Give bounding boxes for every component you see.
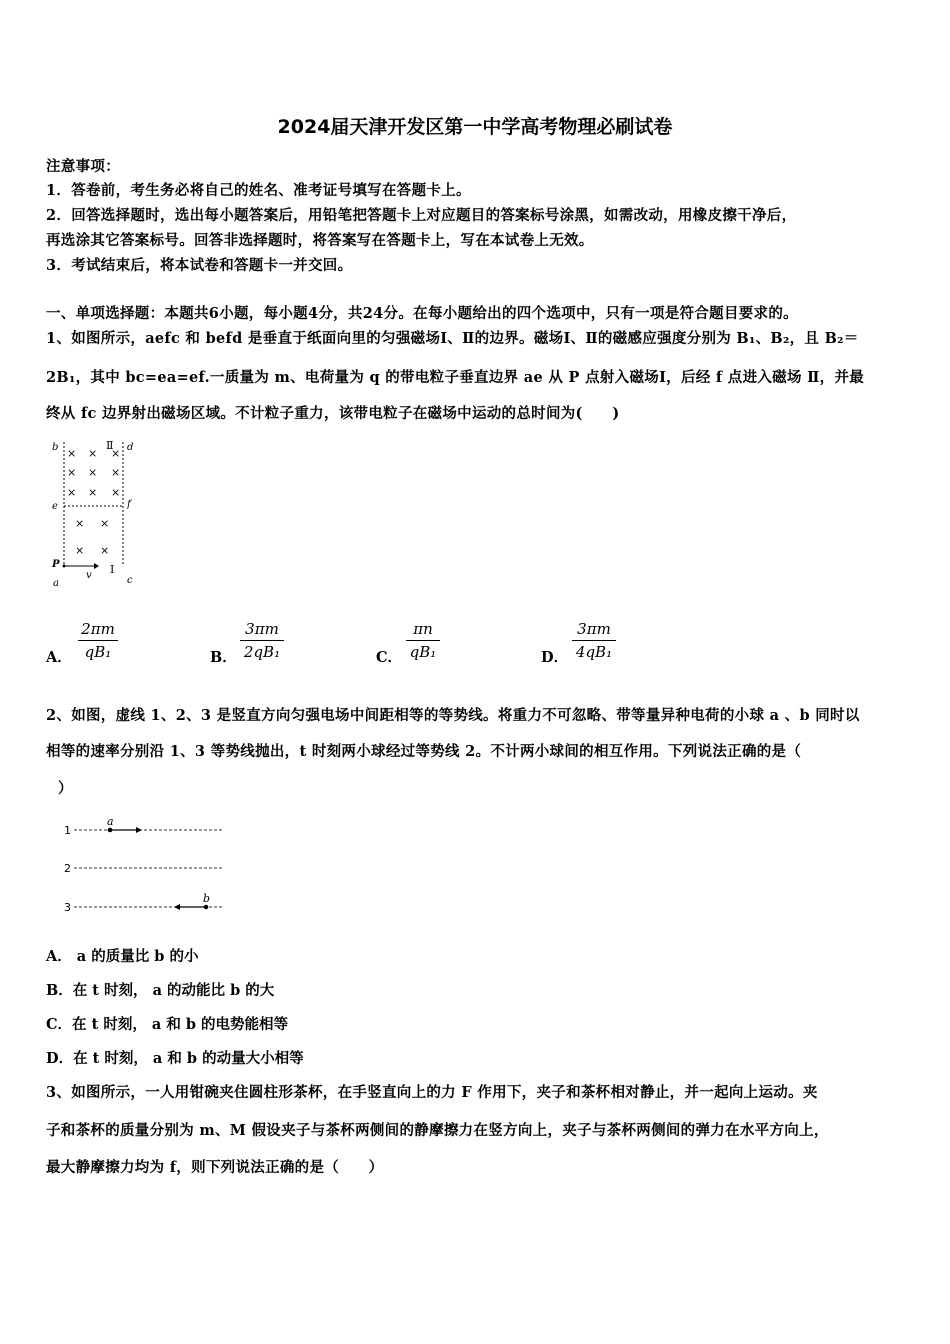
line-label-1: 1 (64, 824, 71, 837)
q2-option-b[interactable]: B．在 t 时刻， a 的动能比 b 的大 (46, 982, 275, 999)
fraction-numerator: πn (406, 620, 440, 641)
line-label-3: 3 (64, 901, 71, 914)
label-region-I: Ⅰ (110, 563, 115, 576)
q3-text-line3: 最大静摩擦力均为 f，则下列说法正确的是（ ） (46, 1159, 384, 1176)
notes-heading: 注意事项： (46, 158, 120, 175)
q1-text-line3: 终从 fc 边界射出磁场区域。不计粒子重力，该带电粒子在磁场中运动的总时间为( ) (46, 405, 620, 422)
note-item-2b: 再选涂其它答案标号。回答非选择题时，将答案写在答题卡上，写在本试卷上无效。 (46, 232, 594, 249)
ball-a-arrowhead (136, 827, 142, 833)
fraction-denominator: 2qB₁ (243, 643, 281, 661)
q1-text-line1: 1、如图所示，aefc 和 befd 是垂直于纸面向里的匀强磁场Ⅰ、Ⅱ的边界。磁场Ⅰ、Ⅱ的磁感应强度分别为 B₁、B₂，且 B₂＝ (46, 330, 859, 347)
label-region-II: Ⅱ (106, 439, 114, 452)
q1-option-a-fraction[interactable] (78, 620, 118, 661)
cross-mark: × (67, 447, 77, 460)
label-f: f (127, 499, 131, 510)
q2-equipotential-figure (56, 815, 231, 920)
velocity-arrowhead (94, 563, 99, 569)
label-e: e (52, 501, 58, 512)
label-d: d (127, 442, 134, 453)
fraction-numerator: 2πm (78, 620, 118, 641)
cross-mark: × (75, 517, 85, 530)
q1-option-a-letter[interactable]: A． (46, 649, 72, 666)
q1-option-d-fraction[interactable] (572, 620, 616, 661)
label-P: P (52, 559, 60, 570)
q1-option-c-fraction[interactable] (406, 620, 440, 661)
note-item-1: 1．答卷前，考生务必将自己的姓名、准考证号填写在答题卡上。 (46, 182, 471, 199)
cross-mark: × (67, 486, 77, 499)
fraction-numerator: 3πm (240, 620, 284, 641)
note-item-2a: 2．回答选择题时，选出每小题答案后，用铅笔把答题卡上对应题目的答案标号涂黑，如需改动，用橡皮擦干净后， (46, 207, 797, 224)
q2-text-line3: ） (58, 780, 73, 797)
fraction-denominator: qB₁ (84, 643, 112, 661)
fraction-numerator: 3πm (572, 620, 616, 641)
label-a: a (53, 578, 59, 589)
q1-option-b-fraction[interactable] (240, 620, 284, 661)
label-v: v (86, 570, 92, 581)
cross-mark: × (88, 447, 98, 460)
q1-option-b-letter[interactable]: B． (210, 649, 237, 666)
line-label-2: 2 (64, 862, 71, 875)
note-item-3: 3．考试结束后，将本试卷和答题卡一并交回。 (46, 257, 353, 274)
label-c: c (127, 575, 133, 586)
cross-mark: × (75, 544, 85, 557)
q3-text-line2: 子和茶杯的质量分别为 m、M 假设夹子与茶杯两侧间的静摩擦力在竖方向上，夹子与茶杯两侧间的弹力在水平方向上， (46, 1122, 829, 1139)
q1-option-d-letter[interactable]: D． (541, 649, 569, 666)
fraction-denominator: 4qB₁ (575, 643, 613, 661)
q2-text-line1: 2、如图，虚线 1、2、3 是竖直方向匀强电场中间距相等的等势线。将重力不可忽略、带等量异种电荷的小球 a 、b 同时以 (46, 707, 860, 724)
label-b: b (52, 442, 59, 453)
ball-b-arrowhead (174, 904, 180, 910)
label-b: b (203, 892, 211, 905)
q3-text-line1: 3、如图所示，一人用钳碗夹住圆柱形茶杯，在手竖直向上的力 F 作用下，夹子和茶杯相对静止，并一起向上运动。夹 (46, 1084, 818, 1101)
section-heading: 一、单项选择题：本题共6小题，每小题4分，共24分。在每小题给出的四个选项中，只有一项是符合题目要求的。 (46, 305, 798, 322)
q1-magnetic-field-figure (46, 436, 156, 592)
cross-mark: × (88, 486, 98, 499)
q2-option-a[interactable]: A． a 的质量比 b 的小 (46, 948, 199, 965)
label-a: a (107, 815, 114, 828)
q1-option-c-letter[interactable]: C． (376, 649, 403, 666)
cross-mark: × (100, 517, 110, 530)
cross-mark: × (111, 447, 121, 460)
page-title: 2024届天津开发区第一中学高考物理必刷试卷 (277, 116, 673, 138)
q2-option-c[interactable]: C．在 t 时刻， a 和 b 的电势能相等 (46, 1016, 289, 1033)
q2-text-line2: 相等的速率分别沿 1、3 等势线抛出，t 时刻两小球经过等势线 2。不计两小球间的相互作用。下列说法正确的是（ (46, 743, 802, 760)
cross-mark: × (88, 466, 98, 479)
cross-mark: × (111, 486, 121, 499)
q2-option-d[interactable]: D．在 t 时刻， a 和 b 的动量大小相等 (46, 1050, 304, 1067)
field-crosses (67, 447, 120, 557)
cross-mark: × (67, 466, 77, 479)
cross-mark: × (111, 466, 121, 479)
cross-mark: × (100, 544, 110, 557)
fraction-denominator: qB₁ (409, 643, 437, 661)
q1-text-line2: 2B₁，其中 bc=ea=ef.一质量为 m、电荷量为 q 的带电粒子垂直边界 ae 从 P 点射入磁场Ⅰ，后经 f 点进入磁场 Ⅱ，并最 (46, 369, 865, 386)
